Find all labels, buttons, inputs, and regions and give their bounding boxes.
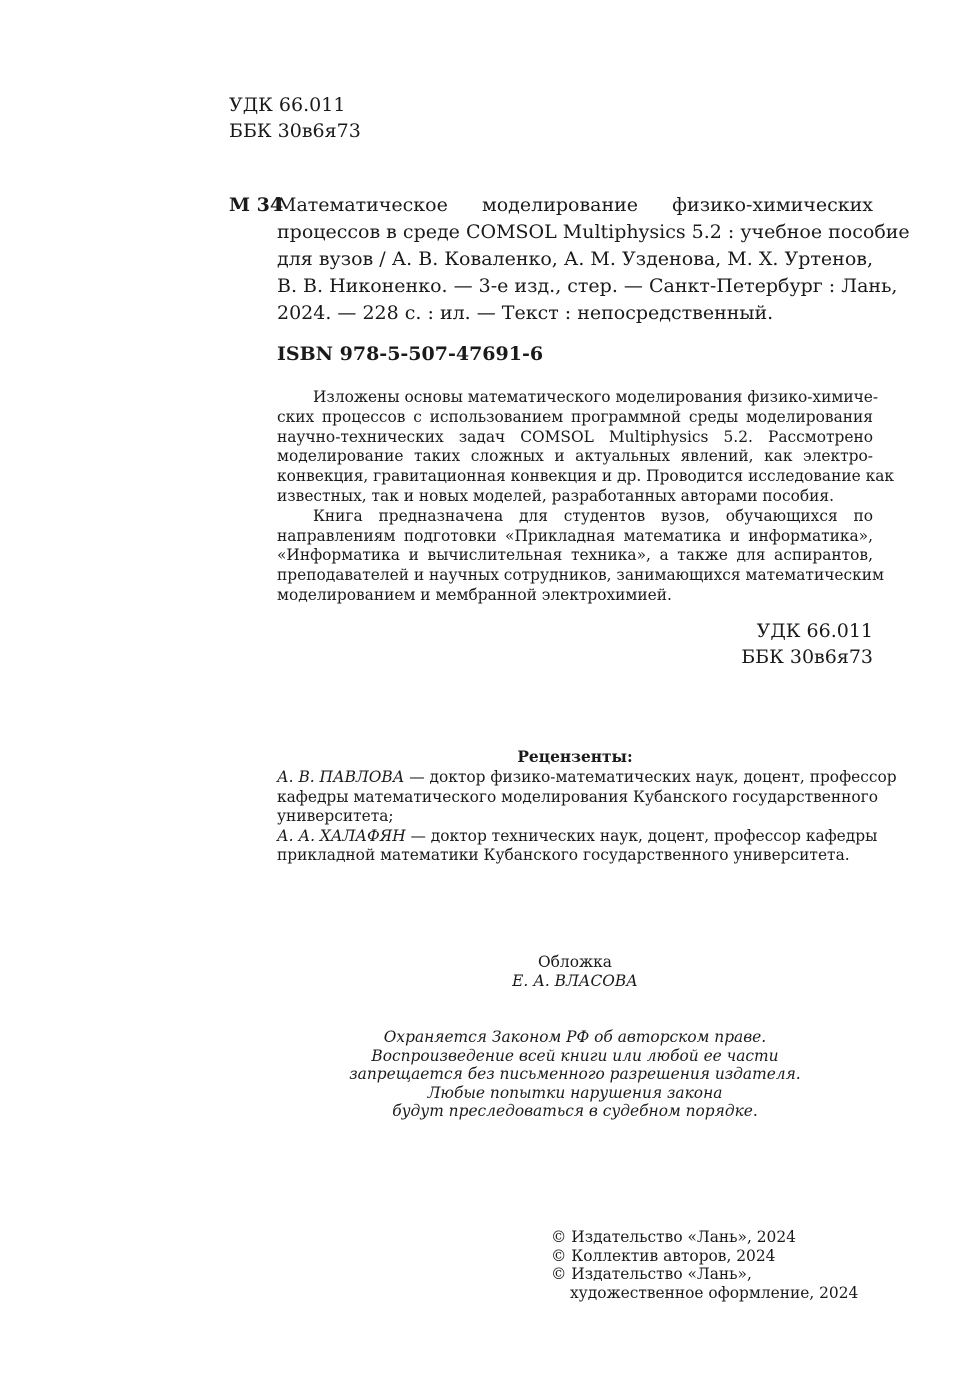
- abstract-line: «Информатика и вычислительная техника», а также для аспирантов,: [277, 546, 873, 565]
- cover-credit: [277, 953, 873, 991]
- classification-index: [229, 92, 361, 144]
- reviewer-credentials: кафедры математического моделирования Кубанского государственного: [277, 787, 878, 806]
- abstract-line: Книга предназначена для студентов вузов, обучающихся по: [313, 506, 873, 525]
- reviewer-2: [277, 826, 878, 847]
- reviewer-credentials: — доктор физико-математических наук, доцент, профессор: [404, 768, 897, 786]
- record-line: Математическое моделирование физико-химических: [277, 194, 873, 216]
- notice-line: Любые попытки нарушения закона: [427, 1083, 723, 1102]
- bbk-code: ББК 30в6я73: [741, 646, 873, 668]
- copyright-line: © Издательство «Лань», 2024: [551, 1228, 796, 1246]
- abstract-line: ских процессов с использованием программной среды моделирования: [277, 407, 873, 426]
- abstract-line: моделированием и мембранной электрохимией.: [277, 585, 672, 604]
- copyright-line: © Издательство «Лань»,: [551, 1265, 752, 1283]
- reviewer-credentials: — доктор технических наук, доцент, профессор кафедры: [405, 826, 878, 845]
- notice-line: запрещается без письменного разрешения издателя.: [349, 1065, 801, 1083]
- record-line: для вузов / А. В. Коваленко, А. М. Узденова, М. Х. Уртенов,: [277, 248, 873, 270]
- abstract-line: моделирование таких сложных и актуальных явлений, как электро-: [277, 447, 873, 466]
- record-line: В. В. Никоненко. — 3-е изд., стер. — Санкт-Петербург : Лань,: [277, 275, 898, 297]
- cover-designer: Е. А. ВЛАСОВА: [512, 972, 638, 990]
- copyright-line: © Коллектив авторов, 2024: [551, 1246, 776, 1265]
- reviewer-credentials: университета;: [277, 807, 394, 825]
- record-line: процессов в среде COMSOL Multiphysics 5.2 : учебное пособие: [277, 221, 910, 243]
- abstract: [277, 388, 894, 606]
- cover-label: Обложка: [538, 953, 612, 971]
- abstract-line: направлениям подготовки «Прикладная математика и информатика»,: [277, 526, 873, 545]
- reviewer-name: А. А. ХАЛАФЯН: [277, 826, 406, 845]
- reviewer-name: А. В. ПАВЛОВА: [277, 768, 405, 786]
- notice-line: Воспроизведение всей книги или любой ее части: [371, 1046, 779, 1065]
- udk-code: УДК 66.011: [229, 94, 346, 116]
- reviewers-heading: Рецензенты:: [517, 748, 633, 766]
- bbk-code: ББК 30в6я73: [229, 120, 361, 142]
- record-line: 2024. — 228 с. : ил. — Текст : непосредственный.: [277, 302, 774, 324]
- author-mark: М 34: [229, 194, 284, 216]
- abstract-line: Изложены основы математического моделирования физико-химиче-: [313, 388, 879, 406]
- abstract-line: преподавателей и научных сотрудников, занимающихся математическим: [277, 566, 884, 585]
- isbn: ISBN 978-5-507-47691-6: [277, 343, 544, 365]
- udk-code: УДК 66.011: [756, 620, 873, 642]
- reviewer-1: [277, 768, 897, 788]
- abstract-line: известных, так и новых моделей, разработанных авторами пособия.: [277, 486, 834, 505]
- notice-line: Охраняется Законом РФ об авторском праве.: [383, 1028, 767, 1046]
- notice-line: будут преследоваться в судебном порядке.: [392, 1102, 758, 1120]
- copyright-line: художественное оформление, 2024: [570, 1283, 859, 1302]
- reviewer-credentials: прикладной математики Кубанского государственного университета.: [277, 846, 850, 864]
- classification-index-repeat: [741, 618, 873, 670]
- bibliographic-record: [277, 192, 910, 327]
- abstract-line: конвекция, гравитационная конвекция и др. Проводится исследование как: [277, 467, 894, 486]
- reviewers-list: [277, 768, 897, 866]
- abstract-line: научно-технических задач COMSOL Multiphysics 5.2. Рассмотрено: [277, 427, 873, 446]
- copyright-block: [551, 1228, 858, 1302]
- copyright-notice: [277, 1028, 873, 1121]
